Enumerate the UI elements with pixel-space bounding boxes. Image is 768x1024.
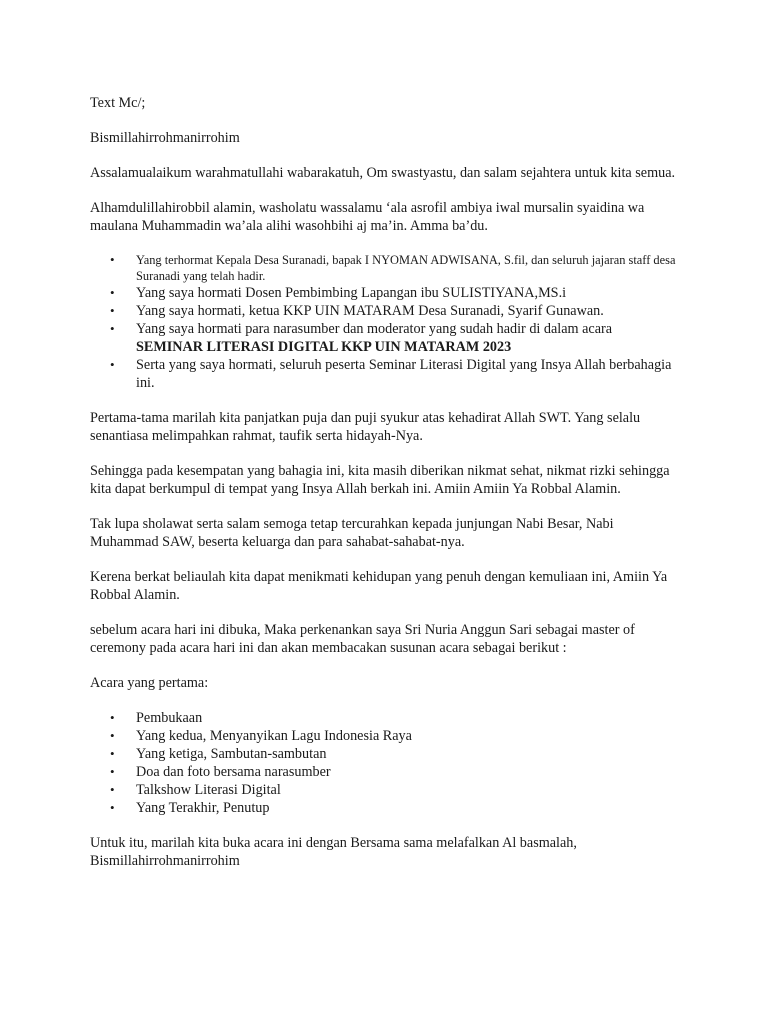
doc-title: Text Mc/; [90,95,146,111]
paragraph-puja-puji: Pertama-tama marilah kita panjatkan puja dan puji syukur atas kehadirat Allah SWT. Yang selalu senantiasa melimpahkan rahmat, taufik serta hidayah-Nya. [90,410,641,444]
salam-paragraph: Assalamualaikum warahmatullahi wabarakatuh, Om swastyastu, dan salam sejahtera untuk kita semua. [90,165,676,181]
hormat-item [90,302,680,320]
closing-paragraph [90,834,680,870]
seminar-title: SEMINAR LITERASI DIGITAL KKP UIN MATARAM 2023 [136,339,512,355]
basmalah-closing: Bismillahirrohmanirrohim [90,853,240,869]
hormat-item-text: Serta yang saya hormati, seluruh peserta Seminar Literasi Digital yang Insya Allah berbahagia ini. [136,357,672,391]
acara-list [90,709,680,817]
hormat-item-text: Yang saya hormati para narasumber dan moderator yang sudah hadir di dalam acara [136,321,613,337]
basmalah-opening: Bismillahirrohmanirrohim [90,130,240,146]
hormat-item [90,252,680,284]
hormat-item [90,284,680,302]
paragraph-kemuliaan: Kerena berkat beliaulah kita dapat menikmati kehidupan yang penuh dengan kemuliaan ini, Amiin Ya Robbal Alamin. [90,569,668,603]
acara-item: • Yang kedua, Menyanyikan Lagu Indonesia Raya [90,727,680,745]
acara-item: • Doa dan foto bersama narasumber [90,763,680,781]
hormat-item-text: Yang saya hormati Dosen Pembimbing Lapangan ibu SULISTIYANA,MS.i [136,285,567,301]
hormat-item-text: Yang terhormat Kepala Desa Suranadi, bapak I NYOMAN ADWISANA, S.fil, dan seluruh jajaran staff desa Suranadi yang telah hadir. [136,253,676,283]
hamdalah-paragraph: Alhamdulillahirobbil alamin, washolatu wassalamu ‘ala asrofil ambiya iwal mursalin syaidina wa maulana Muhammadin wa’ala alihi wasohbihi aj ma’in. Amma ba’du. [90,200,645,234]
hormat-list [90,252,680,392]
paragraph-mc-intro: sebelum acara hari ini dibuka, Maka perkenankan saya Sri Nuria Anggun Sari sebagai master of ceremony pada acara hari ini dan akan membacakan susunan acara sebagai berikut : [90,622,635,656]
hormat-item [90,320,680,356]
acara-item: • Yang Terakhir, Penutup [90,799,680,817]
closing-line: Untuk itu, marilah kita buka acara ini dengan Bersama sama melafalkan Al basmalah, [90,835,577,851]
document-page [90,94,680,887]
paragraph-kesempatan: Sehingga pada kesempatan yang bahagia ini, kita masih diberikan nikmat sehat, nikmat rizki sehingga kita dapat berkumpul di tempat yang Insya Allah berkah ini. Amiin Amiin Ya Robbal Alamin. [90,463,670,497]
acara-item: • Pembukaan [90,709,680,727]
hormat-item-text: Yang saya hormati, ketua KKP UIN MATARAM Desa Suranadi, Syarif Gunawan. [136,303,604,319]
acara-intro: Acara yang pertama: [90,675,209,691]
paragraph-sholawat: Tak lupa sholawat serta salam semoga tetap tercurahkan kepada junjungan Nabi Besar, Nabi Muhammad SAW, beserta keluarga dan para sahabat-sahabat-nya. [90,516,614,550]
hormat-item [90,356,680,392]
acara-item: • Yang ketiga, Sambutan-sambutan [90,745,680,763]
acara-item: • Talkshow Literasi Digital [90,781,680,799]
